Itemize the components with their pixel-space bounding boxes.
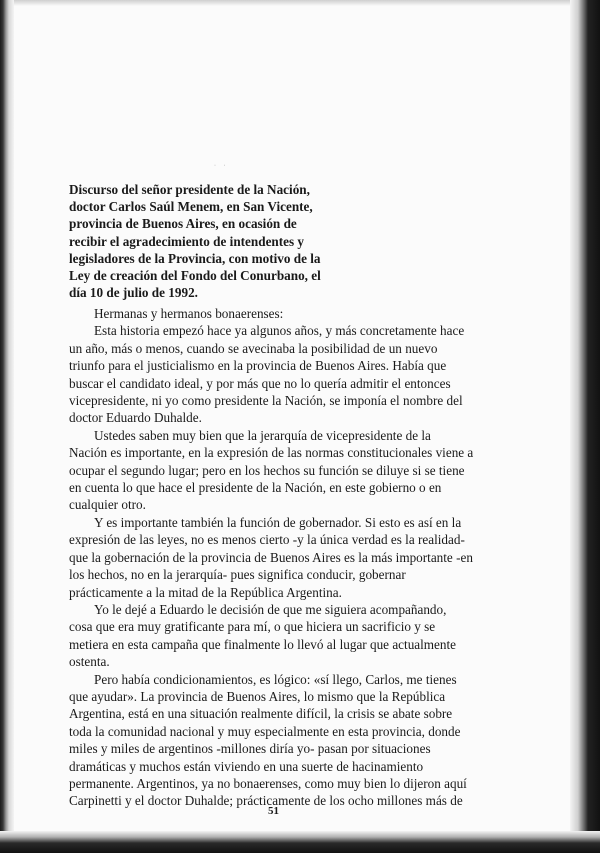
text-line: Argentina, está en una situación realmente difícil, la crisis se abate sobre xyxy=(69,706,453,722)
text-line: que ayudar». La provincia de Buenos Aires, lo mismo que la República xyxy=(69,688,446,704)
text-line: Carpinetti y el doctor Duhalde; prácticamente de los ocho millones más de xyxy=(69,793,463,809)
text-line: buscar el candidato ideal, y por más que no lo quería admitir el entonces xyxy=(69,375,451,391)
speech-heading xyxy=(69,181,339,301)
speech-body xyxy=(69,305,489,810)
heading-line: doctor Carlos Saúl Menem, en San Vicente, xyxy=(69,199,313,215)
text-line: Ustedes saben muy bien que la jerarquía de vicepresidente de la xyxy=(94,427,431,443)
text-line: ocupar el segundo lugar; pero en los hechos su función se diluye si se tiene xyxy=(69,462,465,478)
text-line: los hechos, no en la jerarquía- pues significa conducir, gobernar xyxy=(69,567,406,583)
text-line: metiera en esta campaña que finalmente lo llevó al lugar que actualmente xyxy=(69,636,457,652)
text-line: permanente. Argentinos, ya no bonaerenses, como muy bien lo dijeron aquí xyxy=(69,775,467,791)
text-line: que la gobernación de la provincia de Buenos Aires es la más importante -en xyxy=(69,549,473,565)
text-line: toda la comunidad nacional y muy especialmente en esta provincia, donde xyxy=(69,723,461,739)
scan-speck: · · xyxy=(214,163,229,169)
heading-line: recibir el agradecimiento de intendentes y xyxy=(69,233,305,249)
heading-line: provincia de Buenos Aires, en ocasión de xyxy=(69,216,297,232)
paragraph xyxy=(69,322,489,426)
heading-line: legisladores de la Provincia, con motivo de la xyxy=(69,250,321,266)
page-top-edge xyxy=(0,0,600,6)
paragraph-salutation xyxy=(69,305,489,322)
paragraph xyxy=(69,427,489,514)
text-line: miles y miles de argentinos -millones diría yo- pasan por situaciones xyxy=(69,741,431,757)
text-line: en cuenta lo que hace el presidente de la Nación, en este gobierno o en xyxy=(69,480,442,496)
text-line: Yo le dejé a Eduardo le decisión de que me siguiera acompañando, xyxy=(94,601,447,617)
text-line: doctor Eduardo Duhalde. xyxy=(69,410,202,426)
heading-line: Discurso del señor presidente de la Nación, xyxy=(69,182,310,197)
text-line: expresión de las leyes, no es menos cierto -y la única verdad es la realidad- xyxy=(69,532,465,548)
text-line: Hermanas y hermanos bonaerenses: xyxy=(94,306,284,321)
text-line: vicepresidente, ni yo como presidente la Nación, se imponía el nombre del xyxy=(69,393,463,409)
text-line: cualquier otro. xyxy=(69,497,146,513)
text-line: Esta historia empezó hace ya algunos años, y más concretamente hace xyxy=(94,323,465,339)
paragraph xyxy=(69,671,489,810)
heading-line: día 10 de julio de 1992. xyxy=(69,285,198,301)
page-left-edge xyxy=(0,0,14,853)
paragraph xyxy=(69,601,489,671)
page-number: 51 xyxy=(268,805,279,817)
text-line: triunfo para el justicialismo en la provincia de Buenos Aires. Había que xyxy=(69,358,447,374)
text-line: Y es importante también la función de gobernador. Si esto es así en la xyxy=(94,514,462,530)
text-line: Pero había condicionamientos, es lógico: «sí llego, Carlos, me tienes xyxy=(94,671,457,687)
page-right-edge xyxy=(570,0,600,853)
text-line: Nación es importante, en la expresión de las normas constitucionales viene a xyxy=(69,445,474,461)
text-line: un año, más o menos, cuando se avecinaba la posibilidad de un nuevo xyxy=(69,340,438,356)
heading-line: Ley de creación del Fondo del Conurbano, el xyxy=(69,268,321,284)
text-line: prácticamente a la mitad de la República Argentina. xyxy=(69,584,342,600)
text-line: cosa que era muy gratificante para mí, o que hiciera un sacrificio y se xyxy=(69,619,436,635)
paragraph xyxy=(69,514,489,601)
page-bottom-edge xyxy=(0,831,600,853)
text-line: dramáticas y muchos están viviendo en una suerte de hacinamiento xyxy=(69,758,424,774)
text-line: ostenta. xyxy=(69,654,110,670)
